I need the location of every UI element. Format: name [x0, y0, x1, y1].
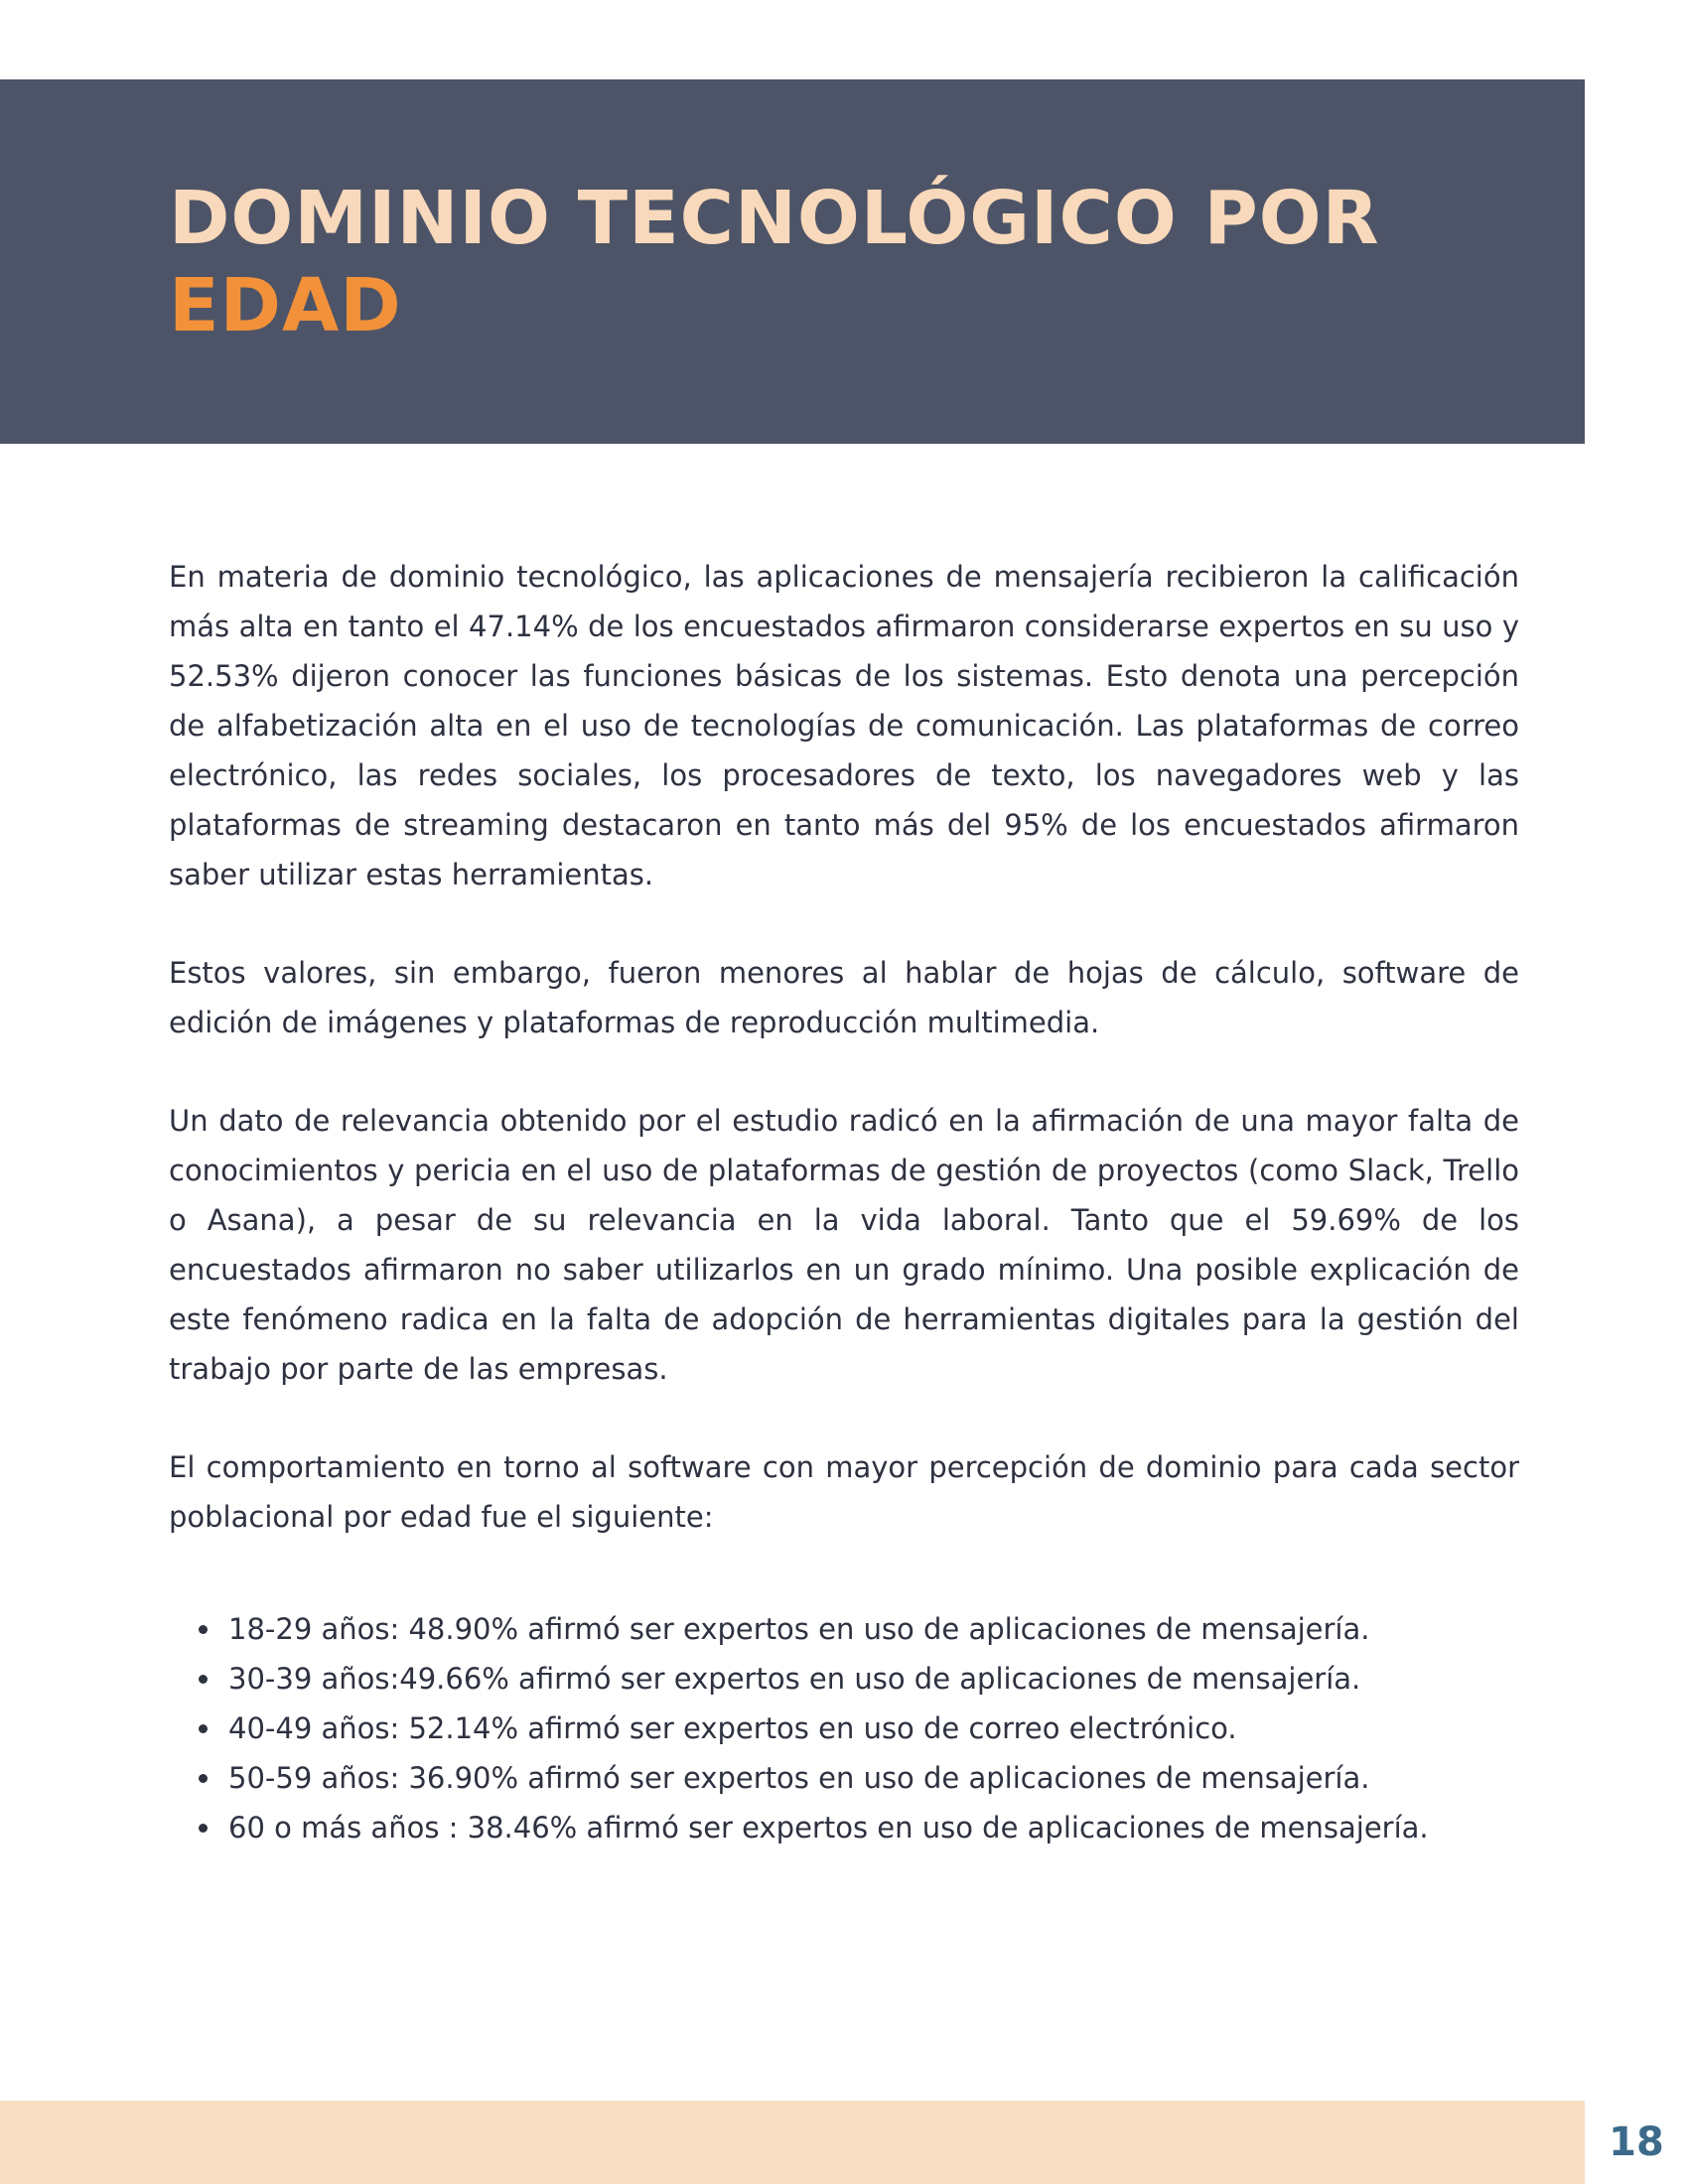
body-text [169, 552, 1519, 1852]
paragraph-project-management: Un dato de relevancia obtenido por el estudio radicó en la afirmación de una mayor falta de conocimientos y pericia en el uso de plataformas de gestión de proyectos (como Slack, Trello o Asana), a pesar de su relevancia en la vida laboral. Tanto que el 59.69% de los encuestados afirmaron no saber utilizarlos en un grado mínimo. Una posible explicación de este fenómeno radica en la falta de adopción de herramientas digitales para la gestión del trabajo por parte de las empresas. [169, 1104, 1519, 1386]
list-item-60-plus: 60 o más años : 38.46% afirmó ser expertos en uso de aplicaciones de mensajería. [228, 1803, 1519, 1852]
footer-band [0, 2101, 1585, 2184]
age-group-list [169, 1604, 1519, 1852]
page-title-line-2: EDAD [169, 263, 402, 348]
list-item-30-39: 30-39 años:49.66% afirmó ser expertos en uso de aplicaciones de mensajería. [228, 1654, 1519, 1704]
page-title-line-1: DOMINIO TECNOLÓGICO POR [169, 176, 1380, 261]
list-item-18-29: 18-29 años: 48.90% afirmó ser expertos en uso de aplicaciones de mensajería. [228, 1604, 1519, 1654]
page-title [169, 175, 1380, 349]
list-item-40-49: 40-49 años: 52.14% afirmó ser expertos en uso de correo electrónico. [228, 1704, 1519, 1753]
list-item-50-59: 50-59 años: 36.90% afirmó ser expertos en uso de aplicaciones de mensajería. [228, 1753, 1519, 1803]
paragraph-lower-values: Estos valores, sin embargo, fueron menores al hablar de hojas de cálculo, software de edición de imágenes y plataformas de reproducción multimedia. [169, 956, 1519, 1039]
page-number: 18 [1609, 2119, 1664, 2165]
paragraph-messaging-apps: En materia de dominio tecnológico, las aplicaciones de mensajería recibieron la calificación más alta en tanto el 47.14% de los encuestados afirmaron considerarse expertos en su uso y 52.53% dijeron conocer las funciones básicas de los sistemas. Esto denota una percepción de alfabetización alta en el uso de tecnologías de comunicación. Las plataformas de correo electrónico, las redes sociales, los procesadores de texto, los navegadores web y las plataformas de streaming destacaron en tanto más del 95% de los encuestados afirmaron saber utilizar estas herramientas. [169, 560, 1519, 891]
paragraph-behavior-intro: El comportamiento en torno al software con mayor percepción de dominio para cada sector poblacional por edad fue el siguiente: [169, 1450, 1519, 1534]
